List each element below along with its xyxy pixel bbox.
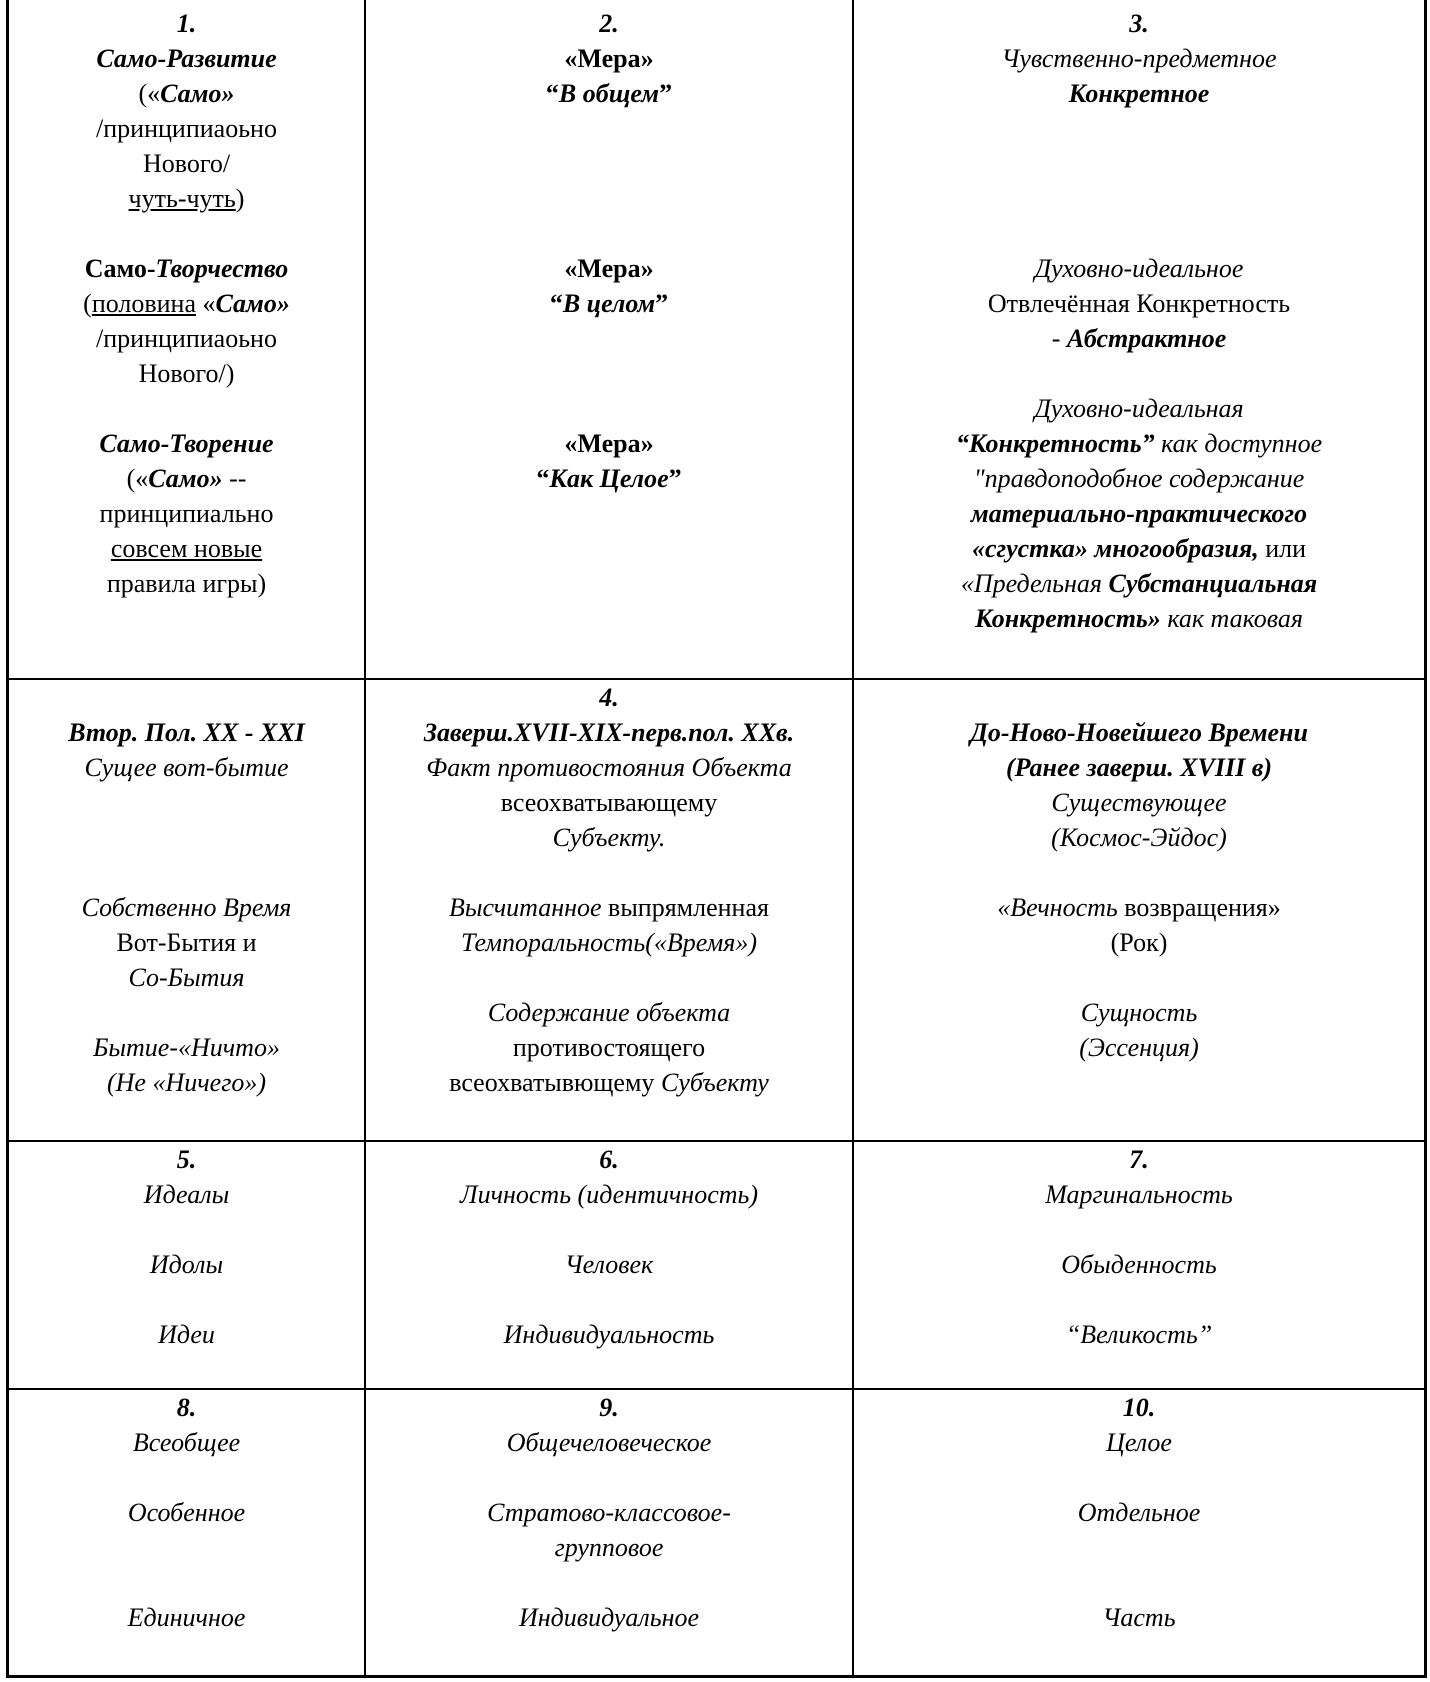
cell-9-humanity — [366, 1390, 852, 1635]
text-segment: групповое — [554, 1533, 664, 1562]
blank-line — [366, 855, 852, 890]
blank-line — [9, 680, 364, 715]
text-segment: Бытие-«Ничто» — [93, 1033, 280, 1062]
text-segment: как доступное — [1154, 429, 1323, 458]
text-line — [9, 1030, 364, 1065]
blank-line — [854, 1212, 1424, 1247]
text-line — [9, 356, 364, 391]
text-line — [366, 76, 852, 111]
text-segment: Как Целое — [549, 464, 669, 493]
text-segment: “ — [536, 464, 550, 493]
blank-line — [854, 1530, 1424, 1565]
blank-line — [366, 1565, 852, 1600]
text-line — [9, 1425, 364, 1460]
text-line — [366, 1530, 852, 1565]
text-line — [854, 1142, 1424, 1177]
text-segment: (Не «Ничего») — [107, 1068, 266, 1097]
cell-7-marginality — [854, 1142, 1424, 1352]
text-segment: Конкретность» — [975, 604, 1161, 633]
text-segment: 10. — [1122, 1393, 1156, 1422]
text-line — [9, 426, 364, 461]
table-border-bottom — [6, 1675, 1427, 1678]
text-line — [9, 960, 364, 995]
text-line — [366, 1142, 852, 1177]
text-line — [366, 890, 852, 925]
text-segment: правила игры) — [106, 569, 267, 598]
text-segment: « — [196, 289, 216, 318]
text-line — [854, 251, 1424, 286]
text-segment: Само» — [160, 79, 235, 108]
text-segment: Обыденность — [1061, 1250, 1217, 1279]
text-segment: Вот-Бытия и — [116, 928, 257, 957]
blank-line — [854, 146, 1424, 181]
text-segment: «Предельная — [960, 569, 1109, 598]
text-line — [854, 890, 1424, 925]
text-segment: Отвлечённая Конкретность — [987, 289, 1291, 318]
blank-line — [854, 356, 1424, 391]
text-segment: половина — [91, 289, 197, 318]
text-line — [9, 496, 364, 531]
cell-5-ideals — [9, 1142, 364, 1352]
text-line — [9, 461, 364, 496]
blank-line — [366, 181, 852, 216]
text-segment: Субъекту. — [552, 823, 666, 852]
text-segment: «сгустка» многообразия, — [971, 534, 1259, 563]
cell-row2-left — [9, 680, 364, 1100]
text-segment: Само» — [148, 464, 223, 493]
text-segment: 1. — [176, 9, 197, 38]
text-segment: 2. — [599, 9, 619, 38]
text-line — [9, 41, 364, 76]
text-segment: Отдельное — [1077, 1498, 1201, 1527]
text-segment: Субъекту — [660, 1068, 769, 1097]
blank-line — [854, 680, 1424, 715]
blank-line — [366, 391, 852, 426]
text-segment: Нового/ — [142, 149, 231, 178]
text-line — [9, 111, 364, 146]
text-segment: -- — [222, 464, 247, 493]
text-line — [854, 1425, 1424, 1460]
text-line — [854, 995, 1424, 1030]
text-segment: всеохватывющему — [449, 1068, 661, 1097]
text-segment: ( — [83, 289, 92, 318]
text-segment: Заверш.XVII-XIX-перв.пол. XXв. — [423, 718, 795, 747]
text-segment: (Космос-Эйдос) — [1051, 823, 1227, 852]
blank-line — [366, 356, 852, 391]
text-segment: Личность (идентичность) — [459, 1180, 758, 1209]
text-segment: “Великость” — [1065, 1320, 1213, 1349]
blank-line — [854, 1282, 1424, 1317]
text-segment: - — [1051, 324, 1067, 353]
text-segment: Идеалы — [143, 1180, 230, 1209]
text-segment: Высчитанное — [449, 893, 602, 922]
text-segment: Со-Бытия — [128, 963, 245, 992]
text-line — [9, 566, 364, 601]
text-segment: Маргинальность — [1045, 1180, 1233, 1209]
text-segment: материально-практического — [970, 499, 1308, 528]
text-segment: «Мера» — [564, 254, 654, 283]
text-segment: всеохватывающему — [500, 788, 718, 817]
text-line — [366, 426, 852, 461]
text-line — [9, 76, 364, 111]
text-segment: Абстрактное — [1066, 324, 1227, 353]
text-line — [9, 321, 364, 356]
text-segment: Всеобщее — [132, 1428, 241, 1457]
text-line — [366, 41, 852, 76]
text-segment: Общечеловеческое — [506, 1428, 712, 1457]
blank-line — [9, 391, 364, 426]
text-line — [854, 41, 1424, 76]
text-line — [366, 1495, 852, 1530]
blank-line — [854, 855, 1424, 890]
text-line — [366, 925, 852, 960]
text-segment: ” — [659, 79, 673, 108]
text-segment: “ — [545, 79, 559, 108]
text-segment: ” — [655, 289, 669, 318]
text-line — [9, 1247, 364, 1282]
text-segment: Духовно-идеальная — [1034, 394, 1244, 423]
blank-line — [366, 146, 852, 181]
text-segment: Факт противостояния Объекта — [426, 753, 792, 782]
text-line — [854, 1317, 1424, 1352]
text-segment: В общем — [558, 79, 660, 108]
blank-line — [9, 1282, 364, 1317]
text-line — [366, 1247, 852, 1282]
cell-row2-right — [854, 680, 1424, 1065]
cell-3-concreteness — [854, 6, 1424, 636]
text-segment: Само-Развитие — [96, 44, 277, 73]
text-segment: Особенное — [127, 1498, 246, 1527]
text-line — [9, 181, 364, 216]
text-segment: (« — [126, 464, 149, 493]
text-line — [854, 6, 1424, 41]
table-border-right — [1424, 0, 1427, 1678]
text-line — [9, 6, 364, 41]
text-segment: Индивидуальное — [518, 1603, 700, 1632]
text-segment: чуть-чуть — [128, 184, 236, 213]
text-segment: Сущность — [1080, 998, 1198, 1027]
text-line — [9, 750, 364, 785]
blank-line — [9, 1530, 364, 1565]
text-segment: «Мера» — [564, 44, 654, 73]
text-line — [366, 1600, 852, 1635]
text-segment: Втор. Пол. XX - XXI — [68, 718, 305, 747]
text-segment: “ — [549, 289, 563, 318]
text-segment: 3. — [1129, 9, 1149, 38]
text-line — [366, 785, 852, 820]
text-line — [9, 1142, 364, 1177]
blank-line — [9, 855, 364, 890]
text-line — [854, 1600, 1424, 1635]
text-line — [366, 820, 852, 855]
text-segment: Конкретное — [1068, 79, 1210, 108]
text-segment: Единичное — [127, 1603, 246, 1632]
text-segment: До-Ново-Новейшего Времени — [970, 718, 1308, 747]
text-segment: Духовно-идеальное — [1034, 254, 1244, 283]
cell-2-measure — [366, 6, 852, 496]
cell-6-personality — [366, 1142, 852, 1352]
text-line — [366, 1177, 852, 1212]
blank-line — [854, 960, 1424, 995]
text-segment: (« — [138, 79, 161, 108]
text-line — [9, 1177, 364, 1212]
text-line — [9, 146, 364, 181]
text-segment: ” — [668, 464, 682, 493]
blank-line — [9, 1565, 364, 1600]
blank-line — [854, 1460, 1424, 1495]
text-segment: совсем новые — [110, 534, 263, 563]
text-line — [854, 426, 1424, 461]
text-line — [366, 1065, 852, 1100]
blank-line — [9, 1212, 364, 1247]
text-segment: В целом — [562, 289, 656, 318]
text-segment: “Конкретность” — [955, 429, 1155, 458]
blank-line — [854, 1565, 1424, 1600]
text-line — [854, 1247, 1424, 1282]
text-segment: «Мера» — [564, 429, 654, 458]
text-segment: Темпоральность(«Время») — [461, 928, 757, 957]
text-segment: «Вечность — [997, 893, 1118, 922]
blank-line — [854, 216, 1424, 251]
cell-1-self-development — [9, 6, 364, 601]
text-segment: Содержание объекта — [487, 998, 731, 1027]
text-line — [9, 1600, 364, 1635]
blank-line — [366, 1282, 852, 1317]
text-line — [854, 321, 1424, 356]
text-segment: Чувственно-предметное — [1001, 44, 1277, 73]
blank-line — [9, 785, 364, 820]
text-segment: Идеи — [158, 1320, 215, 1349]
text-segment: Само- — [84, 254, 156, 283]
cell-4-epoch — [366, 680, 852, 1100]
text-line — [366, 286, 852, 321]
text-segment: Человек — [564, 1250, 654, 1279]
text-segment: /принципиаоьно — [96, 324, 277, 353]
text-segment: Сущее вот-бытие — [84, 753, 289, 782]
text-segment: 4. — [599, 683, 619, 712]
text-line — [366, 995, 852, 1030]
blank-line — [9, 995, 364, 1030]
text-segment: выпрямленная — [601, 893, 769, 922]
text-segment: Нового/) — [138, 359, 235, 388]
text-line — [854, 391, 1424, 426]
text-line — [854, 1177, 1424, 1212]
text-line — [854, 820, 1424, 855]
text-segment: 8. — [176, 1393, 197, 1422]
text-line — [366, 1317, 852, 1352]
text-segment: Субстанциальная — [1108, 569, 1318, 598]
text-line — [9, 1065, 364, 1100]
text-segment: 9. — [599, 1393, 619, 1422]
text-line — [9, 531, 364, 566]
text-segment: Индивидуальность — [503, 1320, 715, 1349]
text-line — [366, 251, 852, 286]
text-line — [854, 601, 1424, 636]
text-segment: Существующее — [1051, 788, 1227, 817]
text-line — [366, 715, 852, 750]
text-line — [854, 76, 1424, 111]
text-line — [854, 1390, 1424, 1425]
text-segment: Целое — [1106, 1428, 1172, 1457]
text-segment: Само» — [215, 289, 290, 318]
blank-line — [366, 1460, 852, 1495]
text-segment: /принципиаоьно — [96, 114, 277, 143]
text-line — [9, 1495, 364, 1530]
text-segment: (Эссенция) — [1079, 1033, 1199, 1062]
text-line — [854, 1030, 1424, 1065]
text-line — [366, 6, 852, 41]
text-segment: (Ранее заверш. XVIII в) — [1005, 753, 1273, 782]
blank-line — [366, 321, 852, 356]
text-segment: как таковая — [1160, 604, 1303, 633]
text-line — [9, 251, 364, 286]
text-segment: 5. — [176, 1145, 197, 1174]
text-line — [9, 890, 364, 925]
text-line — [9, 1390, 364, 1425]
text-line — [854, 531, 1424, 566]
text-line — [854, 715, 1424, 750]
text-segment: Творчество — [155, 254, 289, 283]
text-line — [366, 750, 852, 785]
text-line — [366, 1425, 852, 1460]
blank-line — [854, 181, 1424, 216]
blank-line — [9, 1460, 364, 1495]
blank-line — [9, 216, 364, 251]
text-line — [854, 785, 1424, 820]
blank-line — [366, 111, 852, 146]
text-segment: возвращения» — [1117, 893, 1281, 922]
text-line — [854, 925, 1424, 960]
text-segment: принципиально — [99, 499, 274, 528]
text-segment: Идолы — [149, 1250, 224, 1279]
text-line — [366, 461, 852, 496]
blank-line — [366, 1212, 852, 1247]
text-segment: или — [1258, 534, 1307, 563]
text-line — [9, 925, 364, 960]
text-segment: "правдоподобное содержание — [973, 464, 1305, 493]
text-segment: Часть — [1102, 1603, 1176, 1632]
blank-line — [366, 960, 852, 995]
text-segment: Стратово-классовое- — [487, 1498, 731, 1527]
text-segment: Собственно Время — [81, 893, 292, 922]
text-segment: 6. — [599, 1145, 619, 1174]
text-segment: ) — [235, 184, 245, 213]
cell-10-whole — [854, 1390, 1424, 1635]
text-line — [854, 1495, 1424, 1530]
text-line — [854, 750, 1424, 785]
blank-line — [366, 216, 852, 251]
blank-line — [9, 820, 364, 855]
text-line — [366, 1030, 852, 1065]
cell-8-universal — [9, 1390, 364, 1635]
text-line — [366, 680, 852, 715]
text-line — [854, 286, 1424, 321]
text-line — [854, 496, 1424, 531]
text-segment: Само-Творение — [99, 429, 274, 458]
text-segment: 7. — [1129, 1145, 1149, 1174]
text-line — [854, 461, 1424, 496]
text-segment: противостоящего — [512, 1033, 706, 1062]
text-line — [9, 715, 364, 750]
text-line — [9, 286, 364, 321]
text-line — [9, 1317, 364, 1352]
blank-line — [854, 111, 1424, 146]
text-segment: (Рок) — [1110, 928, 1168, 957]
text-line — [854, 566, 1424, 601]
text-line — [366, 1390, 852, 1425]
